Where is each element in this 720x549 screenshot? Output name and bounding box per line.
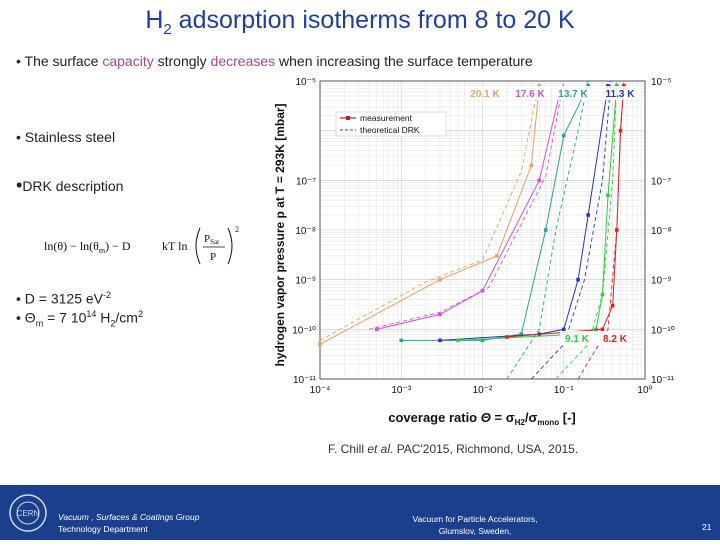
y-tick-label-right: 10⁻⁹ [651, 275, 672, 287]
x-tick-label: 10⁻² [472, 385, 493, 396]
x-tick-label: 10⁻³ [391, 385, 412, 396]
data-point [601, 293, 605, 297]
svg-text:P: P [210, 251, 217, 263]
y-axis-label: hydrogen vapor pressure p at T = 293K [mbar] [273, 103, 287, 367]
footer-department: Technology Department [58, 524, 148, 534]
footer-group: Vacuum , Surfaces & Coatings Group [58, 512, 200, 522]
svg-text:ln(θ) − ln(θm) − D: $\ln(\theta) - \ln(\theta_m) - D$ [44, 239, 131, 255]
data-point [562, 328, 566, 332]
data-point [601, 328, 605, 332]
data-point [606, 193, 610, 197]
y-tick-label-right: 10⁻⁵ [651, 77, 672, 88]
x-tick-label: 10⁻⁴ [309, 385, 331, 396]
data-point [481, 289, 485, 293]
temperature-label: 17.6 K [515, 89, 545, 100]
data-point [586, 213, 590, 217]
data-point [611, 304, 615, 308]
y-tick-label-right: 10⁻⁸ [651, 226, 672, 237]
bullet-drk: •DRK description [16, 175, 124, 195]
temperature-label: 9.1 K [565, 334, 589, 345]
temperature-label: 8.2 K [603, 334, 627, 345]
footer-event: Vacuum for Particle Accelerators, Glumslov, Sweden, 6 - 16 June, 2017 [412, 514, 538, 548]
footer-bar [0, 485, 720, 548]
cern-logo [8, 493, 48, 533]
data-point [615, 228, 619, 232]
y-tick-label: 10⁻⁸ [295, 226, 316, 237]
y-tick-label: 10⁻⁹ [295, 275, 316, 287]
y-tick-label: 10⁻⁷ [295, 176, 316, 188]
y-tick-label-right: 10⁻¹⁰ [651, 325, 675, 337]
data-point [318, 342, 322, 346]
data-point [544, 228, 548, 232]
chart-legend [336, 112, 446, 136]
x-tick-label: 10⁰ [637, 385, 653, 396]
svg-text:2: 2 [235, 225, 239, 234]
bullet-capacity: • The surface capacity strongly decreases when increasing the surface temperature [16, 53, 533, 69]
bullet-stainless: • Stainless steel [16, 129, 116, 145]
svg-text:kT ln: kT ln [162, 239, 188, 253]
isotherm-chart [270, 75, 695, 430]
page-number: 21 [702, 522, 712, 532]
x-axis-label: coverage ratio $\Theta = \sigma_{H2}/\sigma_{mono}$ [-] [388, 410, 576, 427]
data-point [530, 164, 534, 168]
data-point [505, 335, 509, 339]
y-tick-label: 10⁻¹¹ [292, 375, 316, 386]
data-point [619, 129, 623, 133]
data-point [537, 179, 541, 183]
bullet-theta-value: • $\Theta_m = 7$ $10^{14}$ $H_2/cm^2$ [16, 309, 143, 329]
x-tick-label: 10⁻¹ [553, 385, 574, 396]
data-point [576, 278, 580, 282]
data-point [456, 339, 460, 343]
data-point [375, 328, 379, 332]
svg-text:PSat: PSat [204, 233, 220, 246]
data-point [495, 254, 499, 258]
svg-text:CERN: CERN [16, 509, 40, 518]
temperature-label: 13.7 K [558, 89, 588, 100]
data-point [438, 278, 442, 282]
drk-formula [40, 222, 250, 277]
data-point [562, 134, 566, 138]
temperature-label: 20.1 K [470, 89, 500, 100]
data-point [399, 339, 403, 343]
temperature-label: 11.3 K [605, 89, 635, 100]
legend-measurement: measurement [360, 113, 412, 123]
data-point [438, 313, 442, 317]
y-tick-label: 10⁻¹⁰ [292, 325, 316, 337]
slide-title: $H_2$ adsorption isotherms from 8 to 20 K [145, 6, 575, 38]
y-tick-label-right: 10⁻¹¹ [651, 375, 675, 386]
y-tick-label-right: 10⁻⁷ [651, 176, 672, 188]
citation: F. Chill et al. PAC'2015, Richmond, USA, 2015. [328, 442, 579, 456]
legend-theoretical: theoretical DRK [360, 125, 420, 135]
y-tick-label: 10⁻⁵ [295, 77, 316, 88]
data-point [438, 339, 442, 343]
bullet-d-value: • D = 3125 $eV^{-2}$ [16, 290, 112, 307]
